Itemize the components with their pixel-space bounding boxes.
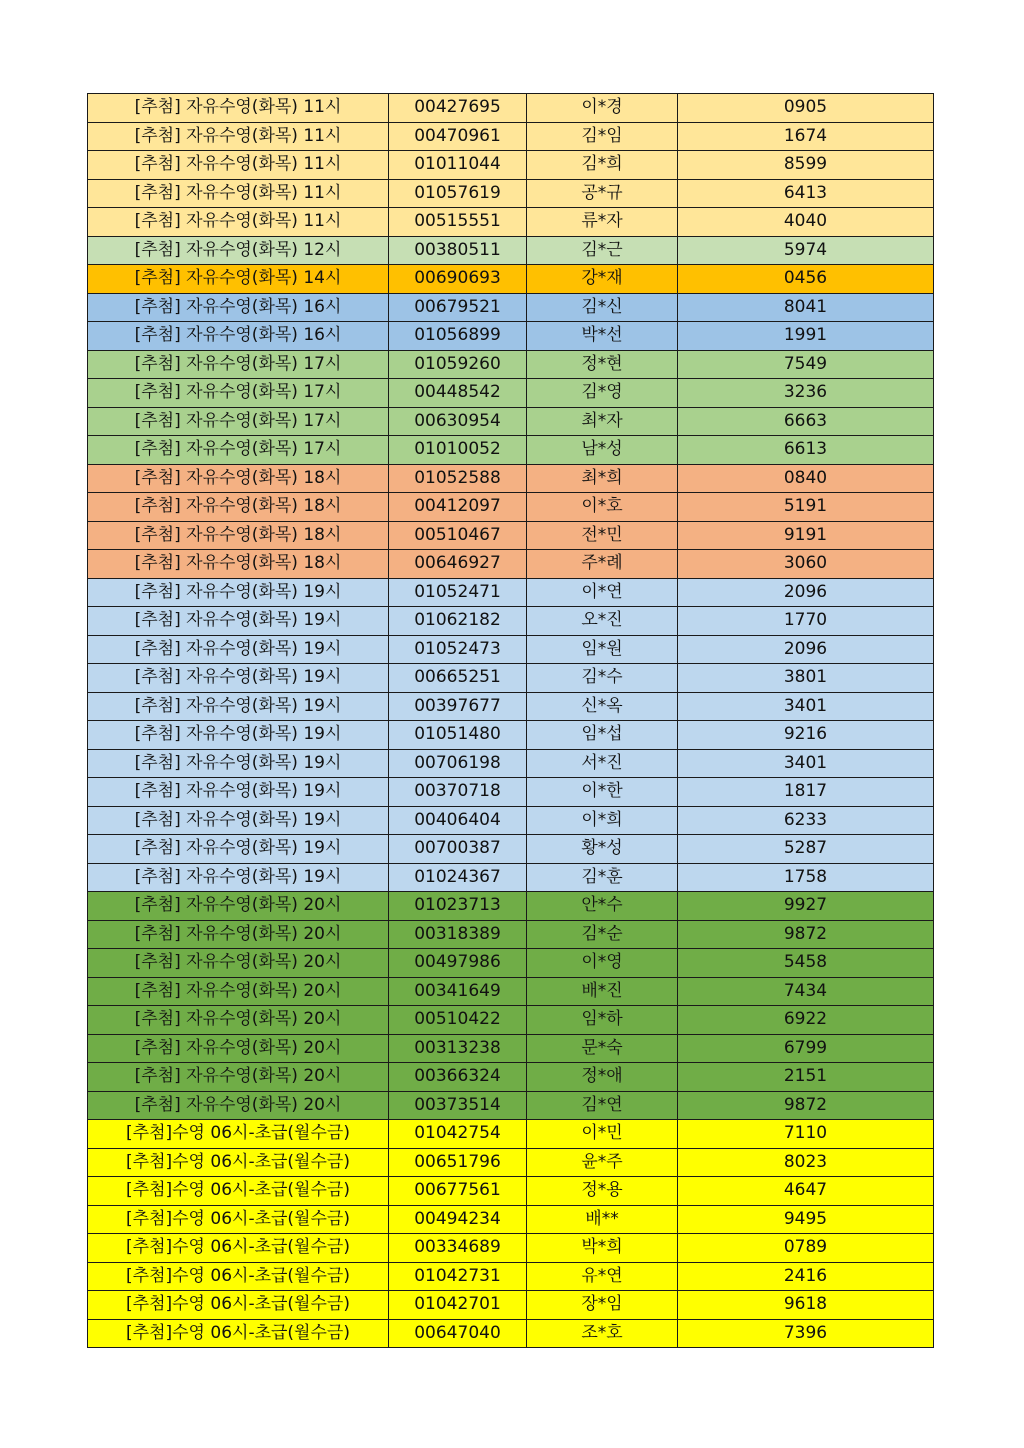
table-row: [88, 692, 934, 721]
table-row: [88, 493, 934, 522]
member-id-cell: 00497986: [389, 949, 527, 978]
member-name-cell: 김*훈: [527, 863, 678, 892]
table-row: [88, 920, 934, 949]
member-name-cell: 유*연: [527, 1262, 678, 1291]
member-id-cell: 00366324: [389, 1063, 527, 1092]
class-name-cell: [추첨]수영 06시-초급(월수금): [88, 1234, 389, 1263]
member-name-cell: 배**: [527, 1205, 678, 1234]
member-name-cell: 김*수: [527, 664, 678, 693]
class-name-cell: [추첨] 자유수영(화목) 19시: [88, 835, 389, 864]
table-row: [88, 179, 934, 208]
phone-last4-cell: 9872: [678, 920, 934, 949]
phone-last4-cell: 9495: [678, 1205, 934, 1234]
member-name-cell: 이*경: [527, 94, 678, 123]
table-body: [88, 94, 934, 1348]
class-name-cell: [추첨] 자유수영(화목) 17시: [88, 436, 389, 465]
class-name-cell: [추첨] 자유수영(화목) 19시: [88, 607, 389, 636]
member-name-cell: 이*영: [527, 949, 678, 978]
member-name-cell: 주*례: [527, 550, 678, 579]
class-name-cell: [추첨] 자유수영(화목) 19시: [88, 578, 389, 607]
table-row: [88, 1148, 934, 1177]
table-row: [88, 379, 934, 408]
member-name-cell: 이*연: [527, 578, 678, 607]
member-id-cell: 01042731: [389, 1262, 527, 1291]
table-row: [88, 550, 934, 579]
class-name-cell: [추첨] 자유수영(화목) 19시: [88, 749, 389, 778]
phone-last4-cell: 7434: [678, 977, 934, 1006]
phone-last4-cell: 6799: [678, 1034, 934, 1063]
class-name-cell: [추첨] 자유수영(화목) 11시: [88, 208, 389, 237]
phone-last4-cell: 9872: [678, 1091, 934, 1120]
member-id-cell: 01057619: [389, 179, 527, 208]
phone-last4-cell: 6233: [678, 806, 934, 835]
phone-last4-cell: 3236: [678, 379, 934, 408]
phone-last4-cell: 4647: [678, 1177, 934, 1206]
member-name-cell: 이*희: [527, 806, 678, 835]
table-row: [88, 236, 934, 265]
table-row: [88, 208, 934, 237]
table-row: [88, 578, 934, 607]
member-name-cell: 류*자: [527, 208, 678, 237]
member-id-cell: 01062182: [389, 607, 527, 636]
member-name-cell: 최*희: [527, 464, 678, 493]
member-id-cell: 00690693: [389, 265, 527, 294]
table-row: [88, 293, 934, 322]
class-name-cell: [추첨] 자유수영(화목) 18시: [88, 464, 389, 493]
class-name-cell: [추첨] 자유수영(화목) 11시: [88, 122, 389, 151]
table-row: [88, 407, 934, 436]
member-name-cell: 강*재: [527, 265, 678, 294]
table-row: [88, 122, 934, 151]
member-id-cell: 00318389: [389, 920, 527, 949]
phone-last4-cell: 8041: [678, 293, 934, 322]
phone-last4-cell: 9618: [678, 1291, 934, 1320]
phone-last4-cell: 7110: [678, 1120, 934, 1149]
table-row: [88, 322, 934, 351]
member-id-cell: 00646927: [389, 550, 527, 579]
class-name-cell: [추첨] 자유수영(화목) 12시: [88, 236, 389, 265]
member-id-cell: 00651796: [389, 1148, 527, 1177]
member-id-cell: 01010052: [389, 436, 527, 465]
phone-last4-cell: 9191: [678, 521, 934, 550]
class-name-cell: [추첨]수영 06시-초급(월수금): [88, 1291, 389, 1320]
phone-last4-cell: 5191: [678, 493, 934, 522]
member-id-cell: 01024367: [389, 863, 527, 892]
table-row: [88, 265, 934, 294]
member-name-cell: 김*연: [527, 1091, 678, 1120]
class-name-cell: [추첨]수영 06시-초급(월수금): [88, 1205, 389, 1234]
member-name-cell: 전*민: [527, 521, 678, 550]
table-row: [88, 350, 934, 379]
member-name-cell: 오*진: [527, 607, 678, 636]
table-row: [88, 1262, 934, 1291]
member-id-cell: 00630954: [389, 407, 527, 436]
phone-last4-cell: 6663: [678, 407, 934, 436]
member-id-cell: 00397677: [389, 692, 527, 721]
phone-last4-cell: 0840: [678, 464, 934, 493]
member-name-cell: 정*애: [527, 1063, 678, 1092]
class-name-cell: [추첨] 자유수영(화목) 18시: [88, 493, 389, 522]
phone-last4-cell: 2096: [678, 635, 934, 664]
member-id-cell: 00313238: [389, 1034, 527, 1063]
member-id-cell: 00370718: [389, 778, 527, 807]
class-name-cell: [추첨] 자유수영(화목) 19시: [88, 664, 389, 693]
member-id-cell: 00427695: [389, 94, 527, 123]
member-name-cell: 김*신: [527, 293, 678, 322]
table-row: [88, 721, 934, 750]
table-row: [88, 806, 934, 835]
phone-last4-cell: 9216: [678, 721, 934, 750]
class-name-cell: [추첨] 자유수영(화목) 19시: [88, 863, 389, 892]
member-id-cell: 00470961: [389, 122, 527, 151]
class-name-cell: [추첨] 자유수영(화목) 18시: [88, 550, 389, 579]
class-name-cell: [추첨] 자유수영(화목) 17시: [88, 379, 389, 408]
phone-last4-cell: 6613: [678, 436, 934, 465]
member-id-cell: 00334689: [389, 1234, 527, 1263]
phone-last4-cell: 1770: [678, 607, 934, 636]
member-name-cell: 이*호: [527, 493, 678, 522]
member-id-cell: 01059260: [389, 350, 527, 379]
class-name-cell: [추첨] 자유수영(화목) 17시: [88, 350, 389, 379]
table-row: [88, 521, 934, 550]
table-row: [88, 1291, 934, 1320]
table-row: [88, 607, 934, 636]
table-row: [88, 1319, 934, 1348]
class-name-cell: [추첨]수영 06시-초급(월수금): [88, 1148, 389, 1177]
member-name-cell: 김*근: [527, 236, 678, 265]
member-id-cell: 00406404: [389, 806, 527, 835]
member-id-cell: 00380511: [389, 236, 527, 265]
class-name-cell: [추첨] 자유수영(화목) 18시: [88, 521, 389, 550]
phone-last4-cell: 3401: [678, 692, 934, 721]
table-row: [88, 436, 934, 465]
phone-last4-cell: 8599: [678, 151, 934, 180]
member-id-cell: 00448542: [389, 379, 527, 408]
phone-last4-cell: 4040: [678, 208, 934, 237]
table-row: [88, 749, 934, 778]
class-name-cell: [추첨] 자유수영(화목) 20시: [88, 1006, 389, 1035]
table-row: [88, 1006, 934, 1035]
class-name-cell: [추첨] 자유수영(화목) 20시: [88, 920, 389, 949]
member-id-cell: 00665251: [389, 664, 527, 693]
phone-last4-cell: 3801: [678, 664, 934, 693]
table-row: [88, 892, 934, 921]
class-name-cell: [추첨] 자유수영(화목) 14시: [88, 265, 389, 294]
table-row: [88, 835, 934, 864]
member-name-cell: 이*민: [527, 1120, 678, 1149]
class-name-cell: [추첨] 자유수영(화목) 19시: [88, 635, 389, 664]
phone-last4-cell: 6922: [678, 1006, 934, 1035]
member-id-cell: 00515551: [389, 208, 527, 237]
class-name-cell: [추첨] 자유수영(화목) 19시: [88, 721, 389, 750]
class-name-cell: [추첨] 자유수영(화목) 20시: [88, 892, 389, 921]
member-name-cell: 남*성: [527, 436, 678, 465]
member-id-cell: 01051480: [389, 721, 527, 750]
member-name-cell: 박*선: [527, 322, 678, 351]
table-row: [88, 464, 934, 493]
class-name-cell: [추첨] 자유수영(화목) 16시: [88, 293, 389, 322]
phone-last4-cell: 1817: [678, 778, 934, 807]
table-row: [88, 1034, 934, 1063]
member-name-cell: 배*진: [527, 977, 678, 1006]
member-id-cell: 01056899: [389, 322, 527, 351]
member-name-cell: 윤*주: [527, 1148, 678, 1177]
member-id-cell: 00677561: [389, 1177, 527, 1206]
member-name-cell: 이*한: [527, 778, 678, 807]
class-name-cell: [추첨]수영 06시-초급(월수금): [88, 1120, 389, 1149]
phone-last4-cell: 5458: [678, 949, 934, 978]
member-name-cell: 안*수: [527, 892, 678, 921]
phone-last4-cell: 5974: [678, 236, 934, 265]
member-id-cell: 00706198: [389, 749, 527, 778]
member-id-cell: 01023713: [389, 892, 527, 921]
member-name-cell: 김*임: [527, 122, 678, 151]
member-name-cell: 정*용: [527, 1177, 678, 1206]
member-id-cell: 00373514: [389, 1091, 527, 1120]
member-id-cell: 00700387: [389, 835, 527, 864]
member-id-cell: 00647040: [389, 1319, 527, 1348]
member-id-cell: 00341649: [389, 977, 527, 1006]
phone-last4-cell: 2416: [678, 1262, 934, 1291]
table-row: [88, 863, 934, 892]
member-id-cell: 01052473: [389, 635, 527, 664]
phone-last4-cell: 2151: [678, 1063, 934, 1092]
member-name-cell: 문*숙: [527, 1034, 678, 1063]
table-row: [88, 1234, 934, 1263]
member-id-cell: 00679521: [389, 293, 527, 322]
phone-last4-cell: 0905: [678, 94, 934, 123]
table-row: [88, 94, 934, 123]
member-id-cell: 00510422: [389, 1006, 527, 1035]
phone-last4-cell: 6413: [678, 179, 934, 208]
phone-last4-cell: 0456: [678, 265, 934, 294]
member-name-cell: 장*임: [527, 1291, 678, 1320]
phone-last4-cell: 7396: [678, 1319, 934, 1348]
table-row: [88, 778, 934, 807]
lottery-results-table: [87, 93, 934, 1348]
class-name-cell: [추첨] 자유수영(화목) 16시: [88, 322, 389, 351]
table-row: [88, 1205, 934, 1234]
member-name-cell: 임*하: [527, 1006, 678, 1035]
member-name-cell: 김*순: [527, 920, 678, 949]
member-name-cell: 임*섭: [527, 721, 678, 750]
class-name-cell: [추첨] 자유수영(화목) 19시: [88, 692, 389, 721]
class-name-cell: [추첨] 자유수영(화목) 20시: [88, 1034, 389, 1063]
class-name-cell: [추첨] 자유수영(화목) 19시: [88, 806, 389, 835]
member-id-cell: 00494234: [389, 1205, 527, 1234]
table-row: [88, 151, 934, 180]
member-id-cell: 01052471: [389, 578, 527, 607]
class-name-cell: [추첨] 자유수영(화목) 20시: [88, 949, 389, 978]
phone-last4-cell: 3060: [678, 550, 934, 579]
phone-last4-cell: 1758: [678, 863, 934, 892]
phone-last4-cell: 5287: [678, 835, 934, 864]
member-name-cell: 박*희: [527, 1234, 678, 1263]
member-name-cell: 조*호: [527, 1319, 678, 1348]
member-name-cell: 정*현: [527, 350, 678, 379]
member-name-cell: 임*원: [527, 635, 678, 664]
member-id-cell: 00412097: [389, 493, 527, 522]
member-id-cell: 00510467: [389, 521, 527, 550]
phone-last4-cell: 8023: [678, 1148, 934, 1177]
class-name-cell: [추첨] 자유수영(화목) 19시: [88, 778, 389, 807]
phone-last4-cell: 2096: [678, 578, 934, 607]
table-row: [88, 1120, 934, 1149]
class-name-cell: [추첨]수영 06시-초급(월수금): [88, 1177, 389, 1206]
class-name-cell: [추첨]수영 06시-초급(월수금): [88, 1319, 389, 1348]
class-name-cell: [추첨] 자유수영(화목) 17시: [88, 407, 389, 436]
member-id-cell: 01042754: [389, 1120, 527, 1149]
member-id-cell: 01052588: [389, 464, 527, 493]
class-name-cell: [추첨] 자유수영(화목) 20시: [88, 1063, 389, 1092]
member-name-cell: 신*옥: [527, 692, 678, 721]
class-name-cell: [추첨]수영 06시-초급(월수금): [88, 1262, 389, 1291]
member-id-cell: 01042701: [389, 1291, 527, 1320]
phone-last4-cell: 1674: [678, 122, 934, 151]
phone-last4-cell: 9927: [678, 892, 934, 921]
member-name-cell: 황*성: [527, 835, 678, 864]
phone-last4-cell: 3401: [678, 749, 934, 778]
class-name-cell: [추첨] 자유수영(화목) 11시: [88, 151, 389, 180]
class-name-cell: [추첨] 자유수영(화목) 11시: [88, 94, 389, 123]
member-name-cell: 김*영: [527, 379, 678, 408]
table-row: [88, 1177, 934, 1206]
table-row: [88, 664, 934, 693]
phone-last4-cell: 7549: [678, 350, 934, 379]
table-row: [88, 1091, 934, 1120]
phone-last4-cell: 0789: [678, 1234, 934, 1263]
class-name-cell: [추첨] 자유수영(화목) 11시: [88, 179, 389, 208]
phone-last4-cell: 1991: [678, 322, 934, 351]
member-name-cell: 서*진: [527, 749, 678, 778]
table-row: [88, 977, 934, 1006]
member-name-cell: 공*규: [527, 179, 678, 208]
member-id-cell: 01011044: [389, 151, 527, 180]
class-name-cell: [추첨] 자유수영(화목) 20시: [88, 977, 389, 1006]
class-name-cell: [추첨] 자유수영(화목) 20시: [88, 1091, 389, 1120]
member-name-cell: 김*희: [527, 151, 678, 180]
member-name-cell: 최*자: [527, 407, 678, 436]
table-row: [88, 635, 934, 664]
table-row: [88, 1063, 934, 1092]
table-row: [88, 949, 934, 978]
